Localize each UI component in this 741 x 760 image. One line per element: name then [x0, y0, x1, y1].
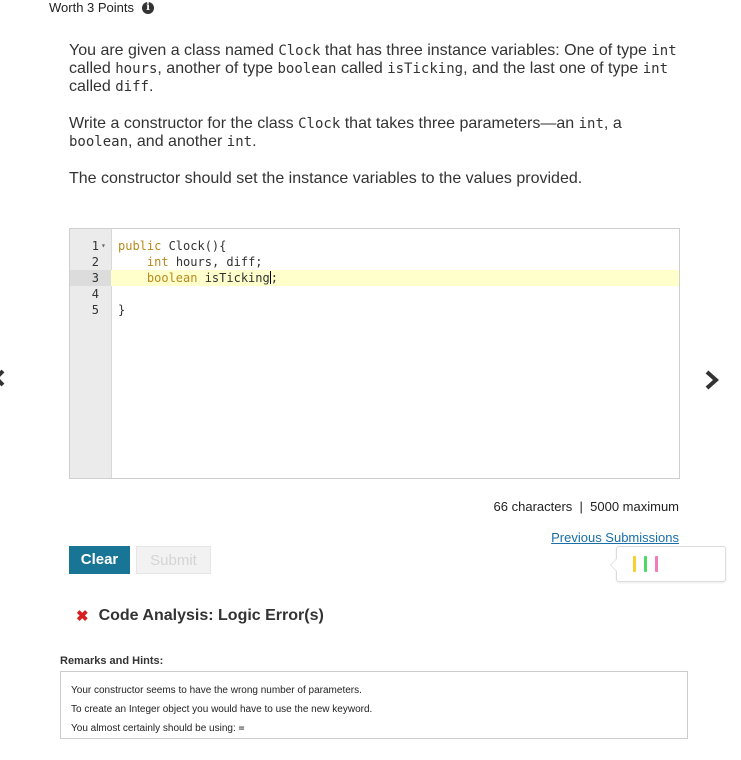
- code-text: public Clock(){: [118, 239, 227, 253]
- inline-code: boolean: [277, 61, 337, 77]
- remarks-title: Remarks and Hints:: [60, 655, 164, 667]
- character-counter: 66 characters | 5000 maximum: [493, 499, 679, 514]
- worth-label: Worth 3 Points: [49, 0, 135, 15]
- code-lines[interactable]: [70, 238, 679, 318]
- hint-line: Your constructor seems to have the wrong number of parameters.: [71, 685, 362, 696]
- code-line[interactable]: [70, 270, 679, 286]
- fold-arrow-icon[interactable]: ▾: [101, 241, 106, 250]
- submission-mark: [644, 556, 647, 572]
- prompt-paragraph-2: Write a constructor for the class Clock that takes three parameters—an int, a boolean, and another int.: [69, 115, 622, 150]
- code-line[interactable]: [70, 238, 679, 254]
- remarks-box: [60, 671, 688, 739]
- previous-submissions-link[interactable]: Previous Submissions: [551, 530, 679, 545]
- hint-line: To create an Integer object you would have to use the new keyword.: [71, 704, 373, 715]
- inline-code: boolean: [69, 134, 129, 150]
- hint-code: =: [238, 723, 245, 734]
- line-number: 2: [91, 255, 99, 269]
- submission-mark: [633, 556, 636, 572]
- submission-mark: [655, 556, 658, 572]
- code-text: boolean isTicking;: [146, 271, 278, 285]
- analysis-title: Code Analysis: Logic Error(s): [98, 607, 324, 624]
- prompt-paragraph-1: You are given a class named Clock that has three instance variables: One of type int called hours, another of type boolean called isTicking, and the last one of type int called diff.: [69, 42, 677, 95]
- code-analysis-result: [76, 607, 324, 625]
- line-number: 3: [70, 270, 111, 286]
- line-number: 5: [91, 303, 99, 317]
- inline-code: int: [578, 116, 604, 132]
- clear-button[interactable]: Clear: [69, 546, 130, 574]
- submit-button[interactable]: Submit: [136, 546, 211, 574]
- prompt-paragraph-3: The constructor should set the instance variables to the values provided.: [69, 170, 583, 187]
- code-line[interactable]: [70, 286, 679, 302]
- inline-code: Clock: [278, 43, 321, 59]
- code-line[interactable]: [70, 302, 679, 318]
- code-line[interactable]: [70, 254, 679, 270]
- inline-code: isTicking: [387, 61, 464, 77]
- problem-prompt: [69, 42, 684, 206]
- worth-points: [49, 0, 154, 15]
- submission-history-popover[interactable]: [616, 546, 726, 582]
- inline-code: int: [642, 61, 669, 77]
- inline-code: int: [651, 43, 677, 59]
- inline-code: int: [226, 134, 253, 150]
- error-x-icon: ✖: [76, 608, 89, 625]
- code-text: }: [118, 303, 126, 317]
- inline-code: Clock: [298, 116, 341, 132]
- inline-code: hours: [115, 61, 158, 77]
- inline-code: diff: [115, 79, 149, 95]
- info-icon[interactable]: i: [142, 2, 154, 14]
- code-editor[interactable]: [69, 228, 680, 479]
- chevron-right-icon[interactable]: [702, 369, 722, 391]
- hint-line: You almost certainly should be using: =: [71, 723, 245, 734]
- chevron-left-icon[interactable]: [0, 369, 8, 387]
- text-caret: [270, 271, 271, 284]
- line-number: 1: [91, 239, 99, 253]
- code-text: int hours, diff;: [146, 255, 263, 269]
- line-number: 4: [91, 287, 99, 301]
